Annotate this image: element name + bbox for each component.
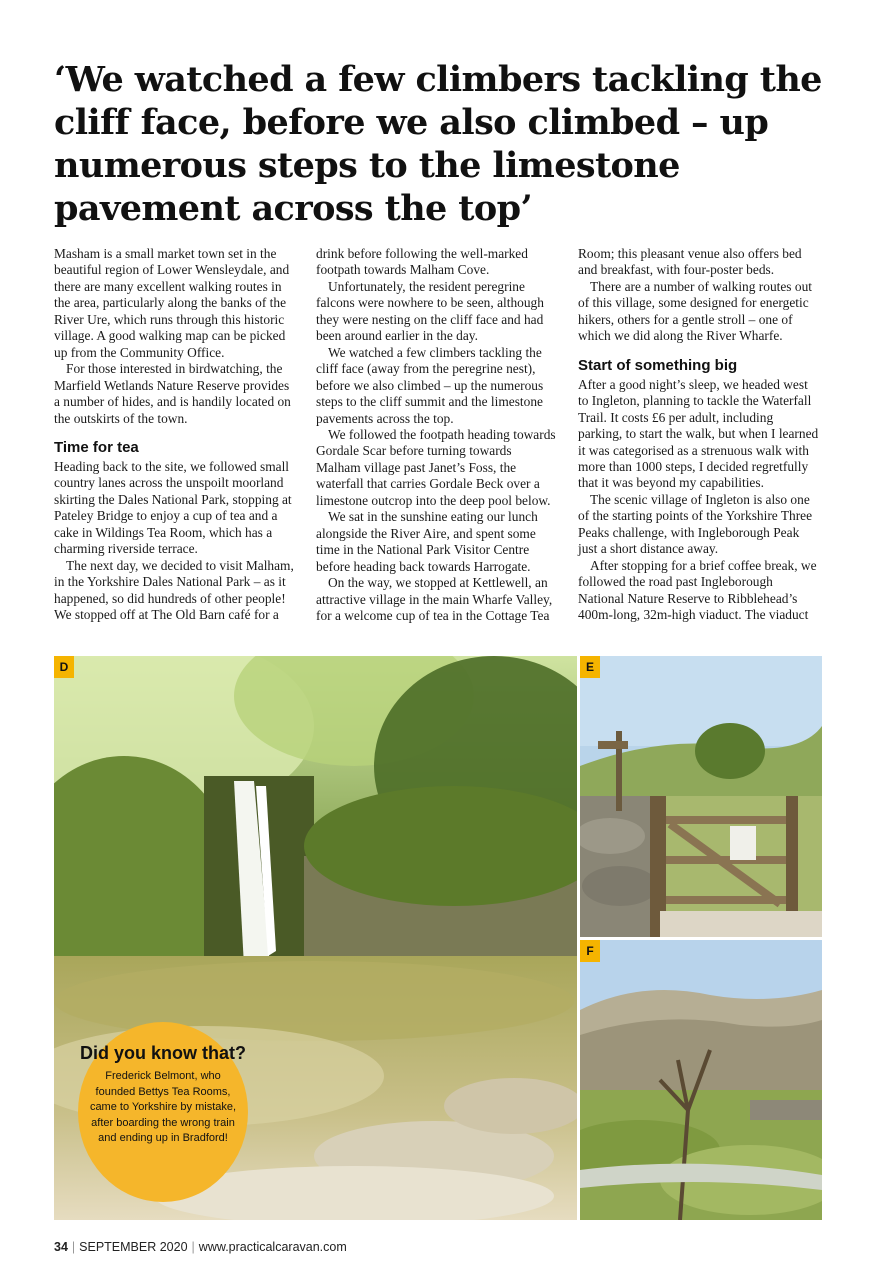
paragraph: Heading back to the site, we followed small country lanes across the unspoilt moorland skirting the Dales National Park, stopping at Pateley Bridge to enjoy a cup of tea and a cake in Wildings Tea Room, which has a charming riverside terrace. <box>54 458 292 557</box>
paragraph: We watched a few climbers tackling the cliff face (away from the peregrine nest), before we also climbed – up the numerous steps to the cliff summit and the limestone pavements across the top. <box>316 344 544 426</box>
paragraph: There are a number of walking routes out of this village, some designed for energetic hikers, others for a gentle stroll – one of which we did along the River Wharfe. <box>578 278 812 344</box>
article-column-1 <box>54 246 296 624</box>
website: www.practicalcaravan.com <box>198 1240 347 1254</box>
issue-date: SEPTEMBER 2020 <box>79 1240 188 1254</box>
paragraph: After stopping for a brief coffee break, we followed the road past Ingleborough National Nature Reserve to Ribblehead’s 400m-long, 32m-high viaduct. The viaduct <box>578 557 817 623</box>
cove-illustration <box>580 940 822 1220</box>
paragraph: For those interested in birdwatching, the Marfield Wetlands Nature Reserve provides a number of hides, and is handily located on the outskirts of the town. <box>54 361 291 426</box>
did-you-know-box <box>78 1022 248 1202</box>
footer-divider: | <box>191 1240 195 1254</box>
paragraph: On the way, we stopped at Kettlewell, an attractive village in the main Wharfe Valley, for a welcome cup of tea in the Cottage Tea <box>316 575 553 623</box>
photo-gate-signpost <box>580 656 822 937</box>
paragraph: Unfortunately, the resident peregrine falcons were nowhere to be seen, although they were nesting on the cliff face and had been around earlier in the day. <box>316 278 544 344</box>
paragraph: We followed the footpath heading towards Gordale Scar before turning towards Malham village past Janet’s Foss, the waterfall that carries Gordale Beck over a limestone outcrop into the deep pool below. <box>316 426 556 508</box>
photo-cove-tree <box>580 940 822 1220</box>
paragraph: Masham is a small market town set in the beautiful region of Lower Wensleydale, and there are many excellent walking routes in the area, particularly along the banks of the River Ure, which runs through this historic village. A good walking map can be picked up from the Community Office. <box>54 246 290 360</box>
paragraph: We sat in the sunshine eating our lunch alongside the River Aire, and spent some time in the National Park Visitor Centre before heading back towards Harrogate. <box>316 509 538 574</box>
photo-label-f: F <box>580 940 600 962</box>
paragraph: After a good night’s sleep, we headed west to Ingleton, planning to tackle the Waterfall Trail. It costs £6 per adult, including parking, to start the walk, but when I learned it was categorised as a strenuous walk with more than 1000 steps, I decided regretfully that it was beyond my capabilities. <box>578 376 819 491</box>
page-footer <box>54 1240 347 1254</box>
footer-divider: | <box>71 1240 76 1254</box>
section-heading-time-for-tea: Time for tea <box>54 438 139 456</box>
photo-label-e: E <box>580 656 600 678</box>
page-number: 34 <box>54 1240 68 1254</box>
paragraph: The next day, we decided to visit Malham, in the Yorkshire Dales National Park – as it happened, so did hundreds of other people! We stopped off at The Old Barn café for a <box>54 557 294 623</box>
pull-quote: ‘We watched a few climbers tackling the cliff face, before we also climbed – up numerous steps to the limestone pavement across the top’ <box>54 59 822 229</box>
paragraph: Room; this pleasant venue also offers bed and breakfast, with four-poster beds. <box>578 246 802 278</box>
fact-body: Frederick Belmont, who founded Bettys Tea Rooms, came to Yorkshire by mistake, after boarding the wrong train and ending up in Bradford! <box>89 1070 237 1144</box>
article-column-2 <box>316 246 558 624</box>
gate-illustration <box>580 656 822 937</box>
article-column-3 <box>578 246 820 624</box>
paragraph: drink before following the well-marked footpath towards Malham Cove. <box>316 246 528 278</box>
photo-label-d: D <box>54 656 74 678</box>
section-heading-start-of-something-big: Start of something big <box>578 356 738 374</box>
paragraph: The scenic village of Ingleton is also one of the starting points of the Yorkshire Three Peaks challenge, with Ingleborough Peak just a short distance away. <box>578 491 813 557</box>
fact-heading: Did you know that? <box>80 1043 246 1063</box>
